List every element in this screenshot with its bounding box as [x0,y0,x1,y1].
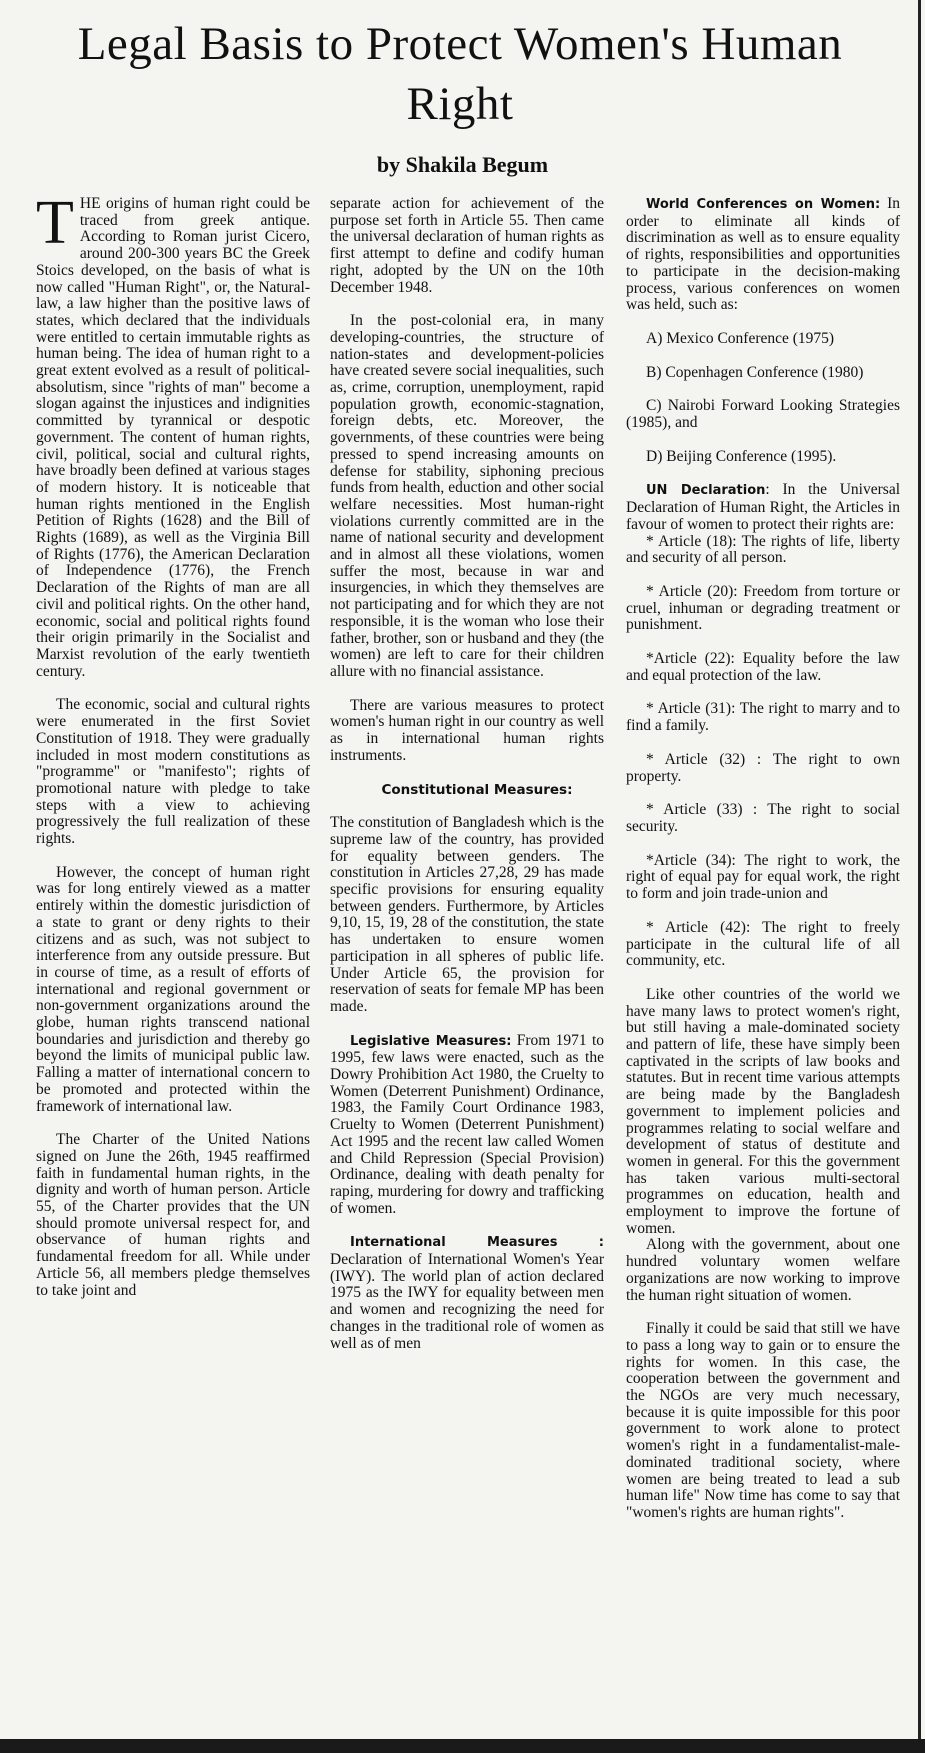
article-headline: Legal Basis to Protect Women's Human Right [77,18,843,130]
list-item: * Article (18): The rights of life, liberty and security of all person. [626,532,900,567]
section-text: From 1971 to 1995, few laws were enacted, such as the Dowry Prohibition Act 1980, the Cruelty to Women (Deterrent Punishment) Ordinance, 1983, the Family Court Ordinance 1983, Cruelty to Women (Deterrent Punishment) Act 1995 and the recent law called Women and Child Repression (Special Provision) Ordinance, dealing with death penalty for raping, murdering for dowry and trafficking of women. [330,1031,605,1217]
paragraph: separate action for achievement of the purpose set forth in Article 55. Then came the universal declaration of human rights as first attempt to define and codify human right, adopted by the UN on the 10th December 1948. [330,195,604,296]
list-item: * Article (42): The right to freely participate in the cultural life of all community, etc. [626,918,900,970]
section-heading-un-declaration: UN Declaration [646,483,766,499]
list-item: B) Copenhagen Conference (1980) [646,363,864,381]
list-item: A) Mexico Conference (1975) [646,329,835,347]
paragraph-legislative [330,1033,604,1218]
section-heading-legislative: Legislative Measures: [350,1033,512,1049]
intro-paragraph [36,189,310,680]
list-item: * Article (33) : The right to social security. [626,801,900,835]
list-item: *Article (34): The right to work, the right of equal pay for equal work, the right to form and join trade-union and [626,851,900,903]
conference-list [626,331,900,466]
list-item: * Article (20): Freedom from torture or cruel, inhuman or degrading treatment or punishment. [626,582,900,634]
list-item: *Article (22): Equality before the law and equal protection of the law. [626,650,900,684]
list-item: * Article (32) : The right to own property. [626,750,900,785]
paragraph: Along with the government, about one hundred voluntary women welfare organizations are now working to improve the human right situation of women. [626,1236,900,1304]
paragraph-world-conferences [626,196,900,314]
paragraph: The Charter of the United Nations signed on June the 26th, 1945 reaffirmed faith in fundamental human rights, in the dignity and worth of human person. Article 55, of the Charter provides that the UN should promote universal respect for, and observance of human rights and fundamental freedom for all. While under Article 56, all members pledge themselves to take joint and [36,1131,310,1299]
bottom-rule [0,1739,925,1753]
drop-cap: T [36,189,74,257]
section-text: In order to eliminate all kinds of discrimination as well as to ensure equality of rights, responsibilities and opportunities to participate in the decision-making process, various conferences on women was held, such as: [626,195,901,314]
column-rule [918,0,921,1753]
article-column-2 [330,196,604,1352]
paragraph: There are various measures to protect women's human right in our country as well as in international human rights instruments. [330,696,604,764]
paragraph: The constitution of Bangladesh which is the supreme law of the country, has provided for equality between genders. The constitution in Articles 27,28, 29 has made specific provisions for ensuring equality between genders. Furthermore, by Articles 9,10, 15, 19, 28 of the constitution, the state has undertaken to ensure women participation in all spheres of public life. Under Article 65, the provision for reservation of seats for female MP has been made. [330,814,604,1015]
paragraph: However, the concept of human right was for long entirely viewed as a matter entirely within the domestic jurisdiction of a state to grant or deny rights to their citizens and as such, was not subject to interference from any outside pressure. But in course of time, as a result of efforts of international and regional government or non-government organizations around the globe, human rights transcend national boundaries and jurisdiction and thereby go beyond the limits of municipal public law. Falling a matter of international concern to be promoted and protected within the framework of international law. [36,863,310,1115]
paragraph: Finally it could be said that still we have to pass a long way to gain or to ensure the rights for women. In this case, the cooperation between the government and the NGOs are very much necessary, because it is quite impossible for this poor government to work alone to protect women's right in a fundamentalist-male-dominated traditional society, where women are being treated to lead a sub human life" Now time has come to say that "women's rights are human rights". [626,1320,900,1521]
list-item: * Article (31): The right to marry and to find a family. [626,700,900,735]
list-item: D) Beijing Conference (1995). [646,447,837,465]
article-column-3 [626,196,900,1522]
article-list [626,534,900,970]
list-item: C) Nairobi Forward Looking Strategies (1985), and [626,397,900,432]
section-text: : In the Universal Declaration of Human Right, the Articles in favour of women to protect their rights are: [626,481,900,533]
section-text: Declaration of International Women's Year (IWY). The world plan of action declared 1975 as the IWY for equality between men and women and recognizing the need for changes in the traditional role of women as well as of men [330,1251,604,1352]
paragraph-un-declaration [626,482,900,533]
paragraph: Like other countries of the world we have many laws to protect women's right, but still having a male-dominated society and pattern of life, these have simply been captivated in the scripts of law books and statutes. But in recent time various attempts are being made by the Bangladesh government to implement policies and programmes relating to social welfare and development of status of destitute and women in general. For this the government has taken various multi-sectoral programmes on education, health and employment to improve the fortune of women. [626,985,900,1237]
article-column-1 [36,189,310,1299]
section-heading-constitutional: Constitutional Measures: [381,781,573,798]
paragraph-international [330,1234,604,1352]
intro-text: HE origins of human right could be traced from greek antique. According to Roman jurist Cicero, around 200-300 years BC the Greek Stoics developed, on the basis of what is now called "Human Right", or, the Natural-law, a law higher than the positive laws of states, which declared that the individuals were entitled to certain immutable rights as human being. The idea of human right to a great extent evolved as a result of political-absolutism, since "rights of man" become a slogan against the injustices and indignities committed by tyrannical or despotic government. The content of human rights, civil, political, social and cultural rights, have broadly been defined at various stages of modern history. It is noticeable that human rights mentioned in the English Petition of Rights (1628) and the Bill of Rights (1689), as well as the Virginia Bill of Rights (1776), the American Declaration of Independence (1776), the French Declaration of the Rights of man are all civil and political rights. On the other hand, economic, social and political rights found their origin primarily in the Socialist and Marxist revolution of the early twentieth century. [36,195,310,680]
section-heading-international: International Measures : [350,1235,604,1251]
paragraph: In the post-colonial era, in many developing-countries, the structure of nation-states and development-policies have created severe social inequalities, such as, crime, corruption, unemployment, rapid population growth, economic-stagnation, foreign debts, etc. Moreover, the governments, of these countries were being pressed to spend increasing amounts on defense for stability, siphoning precious funds from health, eduction and other social welfare necessities. Most human-right violations currently committed are in the name of national security and development and in almost all these violations, women suffer the most, because in war and insurgencies, in which they themselves are not participating and for which they are not responsible, it is the woman who lose their father, brother, son or husband and they (the women) are left to care for their children allure with no financial assistance. [330,312,604,680]
paragraph: The economic, social and cultural rights were enumerated in the first Soviet Constitution of 1918. They were gradually included in most modern constitutions as "programme" or "manifesto"; rights of promotional nature with pledge to take steps with a view to achieving progressively the full realization of these rights. [36,696,310,848]
section-heading-world-conferences: World Conferences on Women: [646,197,881,212]
article-byline: by Shakila Begum [376,152,549,177]
